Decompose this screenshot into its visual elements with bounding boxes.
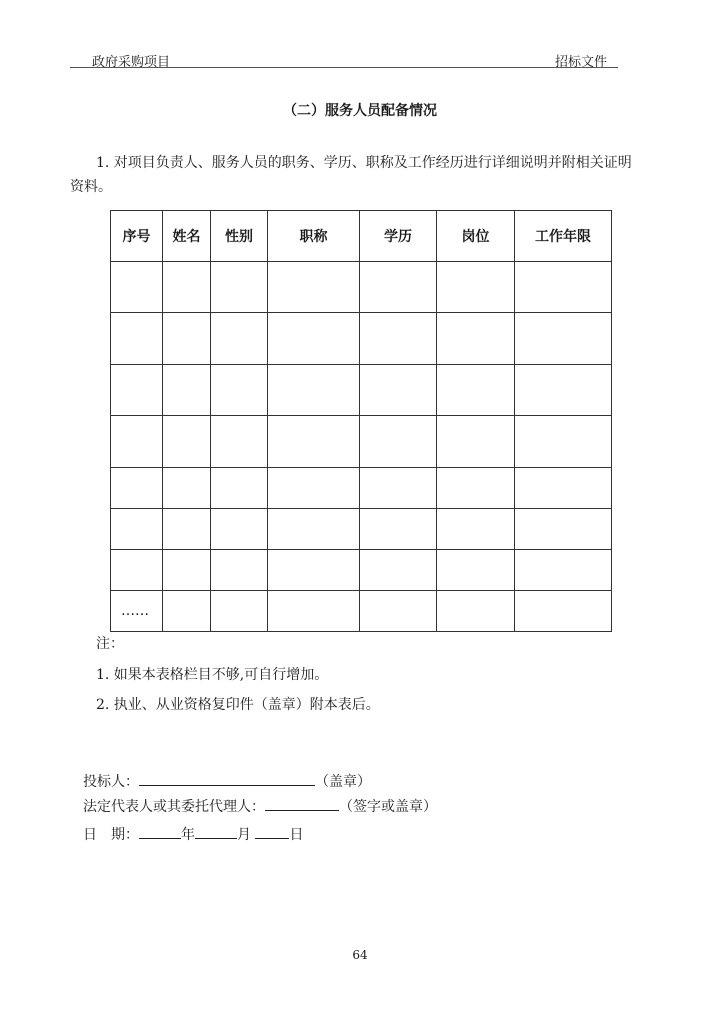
table-cell[interactable] — [111, 365, 163, 416]
header-project-label: 政府采购项目 — [92, 55, 171, 70]
table-header-row — [111, 211, 612, 262]
table-row — [111, 365, 612, 416]
table-cell[interactable] — [211, 313, 268, 365]
table-cell[interactable] — [111, 468, 163, 509]
staff-table — [110, 210, 612, 632]
table-cell[interactable] — [111, 262, 163, 313]
table-cell[interactable] — [111, 416, 163, 468]
col-header-title: 职称 — [268, 211, 360, 262]
table-cell[interactable] — [360, 313, 437, 365]
table-row — [111, 313, 612, 365]
bidder-blank[interactable] — [139, 770, 315, 786]
table-cell[interactable] — [268, 262, 360, 313]
header-document-label: 招标文件 — [555, 55, 608, 70]
table-cell[interactable] — [437, 509, 515, 550]
table-cell[interactable] — [515, 365, 612, 416]
table-cell[interactable] — [163, 509, 211, 550]
bidder-seal-note: （盖章） — [315, 774, 371, 790]
intro-line-1: 1. 对项目负责人、服务人员的职务、学历、职称及工作经历进行详细说明并附相关证明 — [96, 155, 632, 171]
table-cell[interactable] — [360, 468, 437, 509]
table-cell[interactable] — [211, 591, 268, 632]
page-number: 64 — [352, 948, 368, 962]
table-row — [111, 262, 612, 313]
table-cell[interactable] — [268, 509, 360, 550]
table-row — [111, 509, 612, 550]
table-cell[interactable] — [163, 262, 211, 313]
table-cell[interactable] — [211, 262, 268, 313]
table-cell[interactable] — [111, 313, 163, 365]
table-cell-ellipsis[interactable]: …… — [111, 591, 163, 632]
representative-signature-line — [83, 795, 437, 816]
representative-blank[interactable] — [265, 795, 339, 811]
date-line — [83, 823, 303, 844]
col-header-gender: 性别 — [211, 211, 268, 262]
table-cell[interactable] — [437, 365, 515, 416]
col-header-years: 工作年限 — [515, 211, 612, 262]
table-cell[interactable] — [360, 509, 437, 550]
table-cell[interactable] — [163, 416, 211, 468]
table-row — [111, 550, 612, 591]
month-label: 月 — [237, 827, 251, 843]
table-cell[interactable] — [360, 416, 437, 468]
table-cell[interactable] — [268, 416, 360, 468]
table-cell[interactable] — [268, 550, 360, 591]
table-cell[interactable] — [360, 550, 437, 591]
table-cell[interactable] — [163, 313, 211, 365]
representative-label: 法定代表人或其委托代理人： — [83, 799, 265, 815]
table-row — [111, 591, 612, 632]
col-header-position: 岗位 — [437, 211, 515, 262]
col-header-serial: 序号 — [111, 211, 163, 262]
table-cell[interactable] — [163, 591, 211, 632]
table-cell[interactable] — [437, 591, 515, 632]
table-cell[interactable] — [515, 313, 612, 365]
notes-heading: 注： — [96, 636, 124, 652]
table-cell[interactable] — [268, 591, 360, 632]
table-cell[interactable] — [437, 416, 515, 468]
day-label: 日 — [289, 827, 304, 843]
day-blank[interactable] — [255, 823, 289, 839]
representative-seal-note: （签字或盖章） — [339, 799, 437, 815]
table-cell[interactable] — [268, 365, 360, 416]
note-item-2: 2. 执业、从业资格复印件（盖章）附本表后。 — [96, 697, 380, 713]
table-cell[interactable] — [163, 550, 211, 591]
table-cell[interactable] — [211, 468, 268, 509]
table-cell[interactable] — [360, 591, 437, 632]
table-row — [111, 468, 612, 509]
table-cell[interactable] — [211, 365, 268, 416]
table-cell[interactable] — [163, 365, 211, 416]
table-cell[interactable] — [437, 550, 515, 591]
table-cell[interactable] — [268, 313, 360, 365]
table-cell[interactable] — [360, 262, 437, 313]
table-cell[interactable] — [515, 468, 612, 509]
table-cell[interactable] — [268, 468, 360, 509]
table-cell[interactable] — [515, 416, 612, 468]
table-row — [111, 416, 612, 468]
table-cell[interactable] — [515, 550, 612, 591]
year-blank[interactable] — [139, 823, 181, 839]
month-blank[interactable] — [195, 823, 237, 839]
table-cell[interactable] — [111, 509, 163, 550]
table-cell[interactable] — [437, 468, 515, 509]
table-cell[interactable] — [515, 262, 612, 313]
date-label: 日 期： — [83, 827, 139, 843]
table-cell[interactable] — [163, 468, 211, 509]
table-cell[interactable] — [437, 262, 515, 313]
year-label: 年 — [181, 827, 195, 843]
note-item-1: 1. 如果本表格栏目不够,可自行增加。 — [96, 667, 329, 683]
table-cell[interactable] — [515, 509, 612, 550]
bidder-signature-line — [83, 770, 371, 791]
col-header-name: 姓名 — [163, 211, 211, 262]
table-cell[interactable] — [437, 313, 515, 365]
table-cell[interactable] — [211, 550, 268, 591]
col-header-education: 学历 — [360, 211, 437, 262]
header-divider — [70, 67, 618, 68]
intro-line-2: 资料。 — [70, 179, 112, 195]
table-cell[interactable] — [111, 550, 163, 591]
table-cell[interactable] — [211, 509, 268, 550]
table-cell[interactable] — [515, 591, 612, 632]
bidder-label: 投标人： — [83, 774, 139, 790]
section-title: （二）服务人员配备情况 — [283, 103, 437, 119]
table-cell[interactable] — [211, 416, 268, 468]
table-cell[interactable] — [360, 365, 437, 416]
